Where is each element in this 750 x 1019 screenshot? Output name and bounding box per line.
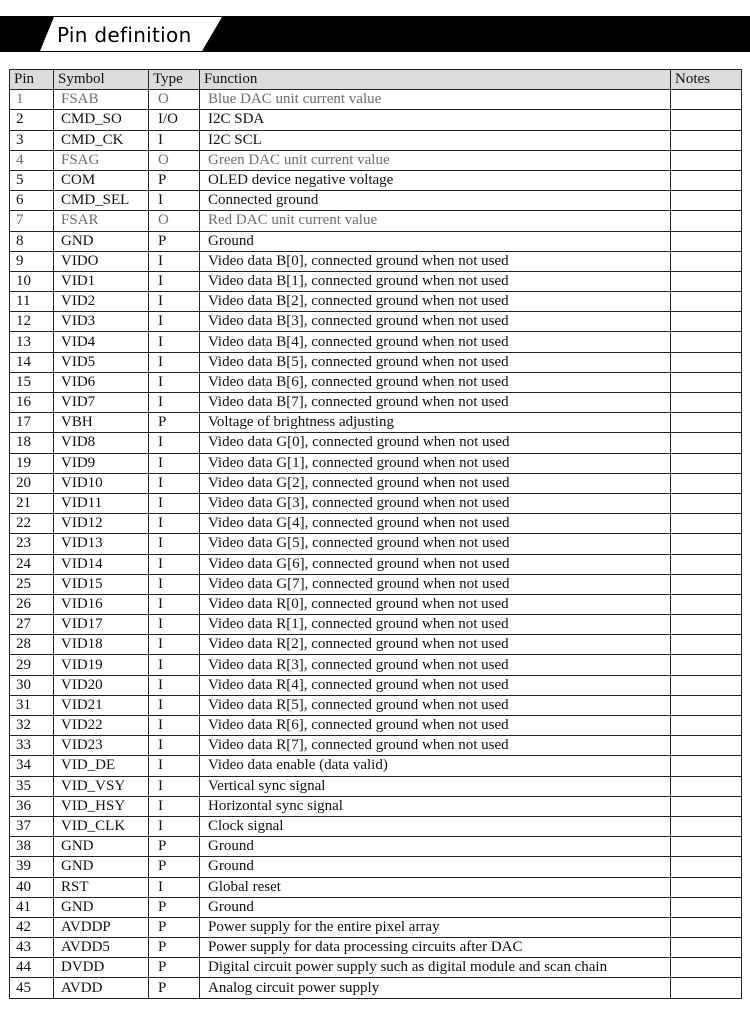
cell-pin: 32 <box>10 716 54 736</box>
cell-type: I <box>149 716 200 736</box>
cell-notes <box>671 816 742 836</box>
cell-pin: 31 <box>10 695 54 715</box>
cell-notes <box>671 877 742 897</box>
cell-function: Video data R[6], connected ground when not used <box>200 716 671 736</box>
cell-pin: 20 <box>10 473 54 493</box>
cell-notes <box>671 756 742 776</box>
cell-type: P <box>149 917 200 937</box>
table-row <box>10 352 742 372</box>
cell-function: Horizontal sync signal <box>200 796 671 816</box>
cell-symbol: FSAB <box>54 90 149 110</box>
cell-symbol: VID2 <box>54 292 149 312</box>
table-header-row <box>10 70 742 90</box>
table-row <box>10 615 742 635</box>
header-pin: Pin <box>10 70 54 90</box>
cell-notes <box>671 917 742 937</box>
cell-pin: 8 <box>10 231 54 251</box>
cell-symbol: VID4 <box>54 332 149 352</box>
page-title: Pin definition <box>57 23 192 47</box>
cell-notes <box>671 615 742 635</box>
cell-function: Video data G[1], connected ground when not used <box>200 453 671 473</box>
cell-type: I <box>149 554 200 574</box>
cell-function: Video data R[1], connected ground when not used <box>200 615 671 635</box>
cell-pin: 6 <box>10 191 54 211</box>
cell-pin: 41 <box>10 897 54 917</box>
cell-type: I <box>149 433 200 453</box>
table-row <box>10 655 742 675</box>
cell-type: I <box>149 877 200 897</box>
header-symbol: Symbol <box>54 70 149 90</box>
cell-type: I <box>149 292 200 312</box>
cell-type: P <box>149 897 200 917</box>
cell-notes <box>671 857 742 877</box>
cell-notes <box>671 110 742 130</box>
cell-pin: 4 <box>10 150 54 170</box>
cell-notes <box>671 150 742 170</box>
cell-pin: 37 <box>10 816 54 836</box>
cell-symbol: VID12 <box>54 514 149 534</box>
cell-pin: 5 <box>10 170 54 190</box>
cell-function: Video data G[0], connected ground when not used <box>200 433 671 453</box>
table-row <box>10 170 742 190</box>
cell-symbol: GND <box>54 857 149 877</box>
cell-function: Clock signal <box>200 816 671 836</box>
table-row <box>10 756 742 776</box>
cell-function: Video data enable (data valid) <box>200 756 671 776</box>
cell-symbol: VID22 <box>54 716 149 736</box>
cell-type: I <box>149 796 200 816</box>
cell-symbol: VID8 <box>54 433 149 453</box>
cell-notes <box>671 837 742 857</box>
cell-pin: 33 <box>10 736 54 756</box>
cell-symbol: VID_CLK <box>54 816 149 836</box>
cell-type: I <box>149 271 200 291</box>
cell-function: Video data B[0], connected ground when not used <box>200 251 671 271</box>
cell-symbol: VID17 <box>54 615 149 635</box>
cell-type: I <box>149 574 200 594</box>
cell-type: I <box>149 776 200 796</box>
cell-function: Video data R[7], connected ground when not used <box>200 736 671 756</box>
cell-notes <box>671 332 742 352</box>
cell-type: P <box>149 958 200 978</box>
cell-function: I2C SDA <box>200 110 671 130</box>
cell-type: I <box>149 615 200 635</box>
table-row <box>10 130 742 150</box>
table-row <box>10 493 742 513</box>
cell-symbol: AVDDP <box>54 917 149 937</box>
cell-function: Video data B[6], connected ground when not used <box>200 372 671 392</box>
cell-function: Blue DAC unit current value <box>200 90 671 110</box>
cell-type: I/O <box>149 110 200 130</box>
cell-notes <box>671 736 742 756</box>
cell-type: I <box>149 594 200 614</box>
cell-pin: 16 <box>10 393 54 413</box>
cell-function: Ground <box>200 837 671 857</box>
cell-function: Ground <box>200 231 671 251</box>
cell-pin: 40 <box>10 877 54 897</box>
cell-function: Voltage of brightness adjusting <box>200 413 671 433</box>
table-row <box>10 191 742 211</box>
cell-type: I <box>149 372 200 392</box>
cell-function: Power supply for the entire pixel array <box>200 917 671 937</box>
cell-symbol: VID1 <box>54 271 149 291</box>
cell-function: Video data B[3], connected ground when not used <box>200 312 671 332</box>
table-row <box>10 917 742 937</box>
cell-pin: 39 <box>10 857 54 877</box>
table-row <box>10 897 742 917</box>
cell-notes <box>671 594 742 614</box>
cell-pin: 36 <box>10 796 54 816</box>
cell-function: Red DAC unit current value <box>200 211 671 231</box>
cell-symbol: VID13 <box>54 534 149 554</box>
cell-pin: 14 <box>10 352 54 372</box>
cell-function: Video data R[5], connected ground when not used <box>200 695 671 715</box>
cell-type: I <box>149 675 200 695</box>
table-row <box>10 312 742 332</box>
cell-pin: 2 <box>10 110 54 130</box>
cell-symbol: VID7 <box>54 393 149 413</box>
cell-type: I <box>149 756 200 776</box>
cell-function: Vertical sync signal <box>200 776 671 796</box>
cell-symbol: AVDD5 <box>54 938 149 958</box>
cell-notes <box>671 635 742 655</box>
cell-function: Global reset <box>200 877 671 897</box>
cell-pin: 3 <box>10 130 54 150</box>
cell-notes <box>671 130 742 150</box>
cell-function: Ground <box>200 857 671 877</box>
cell-notes <box>671 938 742 958</box>
cell-pin: 43 <box>10 938 54 958</box>
table-row <box>10 110 742 130</box>
cell-notes <box>671 897 742 917</box>
cell-function: Video data B[4], connected ground when not used <box>200 332 671 352</box>
cell-notes <box>671 514 742 534</box>
table-row <box>10 695 742 715</box>
cell-symbol: CMD_SO <box>54 110 149 130</box>
table-row <box>10 716 742 736</box>
cell-function: Video data B[5], connected ground when not used <box>200 352 671 372</box>
cell-type: I <box>149 493 200 513</box>
table-row <box>10 816 742 836</box>
table-row <box>10 473 742 493</box>
table-row <box>10 877 742 897</box>
cell-symbol: GND <box>54 231 149 251</box>
table-row <box>10 796 742 816</box>
cell-notes <box>671 292 742 312</box>
table-row <box>10 231 742 251</box>
cell-symbol: FSAR <box>54 211 149 231</box>
cell-function: Green DAC unit current value <box>200 150 671 170</box>
cell-function: Video data G[2], connected ground when not used <box>200 473 671 493</box>
cell-notes <box>671 352 742 372</box>
table-row <box>10 211 742 231</box>
cell-notes <box>671 534 742 554</box>
cell-pin: 29 <box>10 655 54 675</box>
table-row <box>10 514 742 534</box>
cell-type: P <box>149 837 200 857</box>
table-row <box>10 90 742 110</box>
cell-type: I <box>149 655 200 675</box>
cell-type: I <box>149 473 200 493</box>
table-row <box>10 433 742 453</box>
cell-type: O <box>149 150 200 170</box>
cell-function: Video data B[2], connected ground when not used <box>200 292 671 312</box>
cell-pin: 11 <box>10 292 54 312</box>
cell-type: I <box>149 816 200 836</box>
cell-type: I <box>149 453 200 473</box>
cell-pin: 42 <box>10 917 54 937</box>
cell-function: Video data G[4], connected ground when not used <box>200 514 671 534</box>
cell-type: P <box>149 857 200 877</box>
cell-notes <box>671 978 742 998</box>
cell-symbol: VIDO <box>54 251 149 271</box>
cell-notes <box>671 372 742 392</box>
cell-notes <box>671 433 742 453</box>
cell-notes <box>671 574 742 594</box>
cell-notes <box>671 413 742 433</box>
cell-function: Power supply for data processing circuits after DAC <box>200 938 671 958</box>
cell-symbol: VID_DE <box>54 756 149 776</box>
cell-pin: 38 <box>10 837 54 857</box>
cell-symbol: VID_HSY <box>54 796 149 816</box>
cell-function: Video data R[3], connected ground when not used <box>200 655 671 675</box>
table-row <box>10 857 742 877</box>
table-row <box>10 635 742 655</box>
cell-function: OLED device negative voltage <box>200 170 671 190</box>
cell-function: Video data B[1], connected ground when not used <box>200 271 671 291</box>
cell-notes <box>671 716 742 736</box>
table-row <box>10 332 742 352</box>
table-row <box>10 413 742 433</box>
cell-pin: 23 <box>10 534 54 554</box>
header-type: Type <box>149 70 200 90</box>
cell-function: Video data G[3], connected ground when not used <box>200 493 671 513</box>
cell-symbol: VID16 <box>54 594 149 614</box>
cell-notes <box>671 271 742 291</box>
header-notes: Notes <box>671 70 742 90</box>
cell-symbol: VID10 <box>54 473 149 493</box>
cell-type: I <box>149 736 200 756</box>
cell-function: Video data G[5], connected ground when not used <box>200 534 671 554</box>
cell-pin: 18 <box>10 433 54 453</box>
cell-symbol: VID18 <box>54 635 149 655</box>
cell-type: O <box>149 90 200 110</box>
cell-notes <box>671 796 742 816</box>
cell-function: Video data G[7], connected ground when not used <box>200 574 671 594</box>
cell-notes <box>671 170 742 190</box>
cell-symbol: VID21 <box>54 695 149 715</box>
cell-type: I <box>149 534 200 554</box>
cell-symbol: VID14 <box>54 554 149 574</box>
cell-pin: 10 <box>10 271 54 291</box>
cell-symbol: FSAG <box>54 150 149 170</box>
cell-notes <box>671 655 742 675</box>
cell-symbol: RST <box>54 877 149 897</box>
table-row <box>10 574 742 594</box>
cell-pin: 44 <box>10 958 54 978</box>
table-row <box>10 453 742 473</box>
cell-function: Connected ground <box>200 191 671 211</box>
cell-notes <box>671 393 742 413</box>
cell-type: O <box>149 211 200 231</box>
cell-function: Ground <box>200 897 671 917</box>
cell-pin: 30 <box>10 675 54 695</box>
cell-pin: 24 <box>10 554 54 574</box>
cell-type: P <box>149 170 200 190</box>
cell-symbol: AVDD <box>54 978 149 998</box>
cell-symbol: VID9 <box>54 453 149 473</box>
cell-pin: 27 <box>10 615 54 635</box>
table-row <box>10 534 742 554</box>
cell-pin: 22 <box>10 514 54 534</box>
cell-type: I <box>149 251 200 271</box>
table-row <box>10 938 742 958</box>
cell-symbol: CMD_SEL <box>54 191 149 211</box>
cell-notes <box>671 958 742 978</box>
cell-pin: 9 <box>10 251 54 271</box>
cell-function: Digital circuit power supply such as digital module and scan chain <box>200 958 671 978</box>
table-row <box>10 837 742 857</box>
cell-notes <box>671 776 742 796</box>
table-row <box>10 554 742 574</box>
table-row <box>10 393 742 413</box>
cell-notes <box>671 554 742 574</box>
cell-symbol: VID20 <box>54 675 149 695</box>
cell-symbol: VID11 <box>54 493 149 513</box>
cell-notes <box>671 453 742 473</box>
cell-symbol: VID19 <box>54 655 149 675</box>
cell-function: Video data G[6], connected ground when not used <box>200 554 671 574</box>
cell-notes <box>671 90 742 110</box>
cell-type: P <box>149 938 200 958</box>
cell-pin: 26 <box>10 594 54 614</box>
cell-type: P <box>149 413 200 433</box>
cell-pin: 34 <box>10 756 54 776</box>
cell-pin: 1 <box>10 90 54 110</box>
table-row <box>10 292 742 312</box>
table-row <box>10 776 742 796</box>
cell-symbol: VID_VSY <box>54 776 149 796</box>
cell-symbol: CMD_CK <box>54 130 149 150</box>
cell-type: I <box>149 352 200 372</box>
table-row <box>10 978 742 998</box>
cell-type: P <box>149 978 200 998</box>
cell-notes <box>671 473 742 493</box>
cell-type: I <box>149 393 200 413</box>
cell-symbol: COM <box>54 170 149 190</box>
cell-notes <box>671 675 742 695</box>
cell-pin: 35 <box>10 776 54 796</box>
cell-symbol: VID23 <box>54 736 149 756</box>
cell-symbol: VID6 <box>54 372 149 392</box>
cell-pin: 25 <box>10 574 54 594</box>
cell-function: Analog circuit power supply <box>200 978 671 998</box>
cell-symbol: VID5 <box>54 352 149 372</box>
cell-symbol: DVDD <box>54 958 149 978</box>
cell-type: I <box>149 191 200 211</box>
cell-type: I <box>149 635 200 655</box>
cell-type: I <box>149 332 200 352</box>
cell-function: Video data R[2], connected ground when not used <box>200 635 671 655</box>
cell-symbol: VBH <box>54 413 149 433</box>
cell-pin: 19 <box>10 453 54 473</box>
cell-notes <box>671 312 742 332</box>
cell-type: I <box>149 130 200 150</box>
cell-notes <box>671 695 742 715</box>
cell-type: I <box>149 312 200 332</box>
table-row <box>10 251 742 271</box>
cell-notes <box>671 493 742 513</box>
cell-pin: 15 <box>10 372 54 392</box>
cell-pin: 17 <box>10 413 54 433</box>
cell-type: I <box>149 514 200 534</box>
cell-symbol: VID3 <box>54 312 149 332</box>
pin-definition-table <box>9 69 742 999</box>
table-body <box>10 90 742 998</box>
cell-function: I2C SCL <box>200 130 671 150</box>
cell-type: P <box>149 231 200 251</box>
cell-pin: 12 <box>10 312 54 332</box>
cell-notes <box>671 231 742 251</box>
cell-type: I <box>149 695 200 715</box>
table-row <box>10 372 742 392</box>
cell-notes <box>671 191 742 211</box>
table-row <box>10 271 742 291</box>
table-row <box>10 675 742 695</box>
cell-symbol: VID15 <box>54 574 149 594</box>
cell-pin: 7 <box>10 211 54 231</box>
cell-pin: 28 <box>10 635 54 655</box>
cell-notes <box>671 211 742 231</box>
table-row <box>10 594 742 614</box>
cell-symbol: GND <box>54 897 149 917</box>
cell-function: Video data R[4], connected ground when not used <box>200 675 671 695</box>
cell-symbol: GND <box>54 837 149 857</box>
cell-pin: 13 <box>10 332 54 352</box>
cell-notes <box>671 251 742 271</box>
header-function: Function <box>200 70 671 90</box>
cell-pin: 21 <box>10 493 54 513</box>
cell-pin: 45 <box>10 978 54 998</box>
cell-function: Video data B[7], connected ground when not used <box>200 393 671 413</box>
table-row <box>10 150 742 170</box>
cell-function: Video data R[0], connected ground when not used <box>200 594 671 614</box>
table-row <box>10 736 742 756</box>
table-row <box>10 958 742 978</box>
